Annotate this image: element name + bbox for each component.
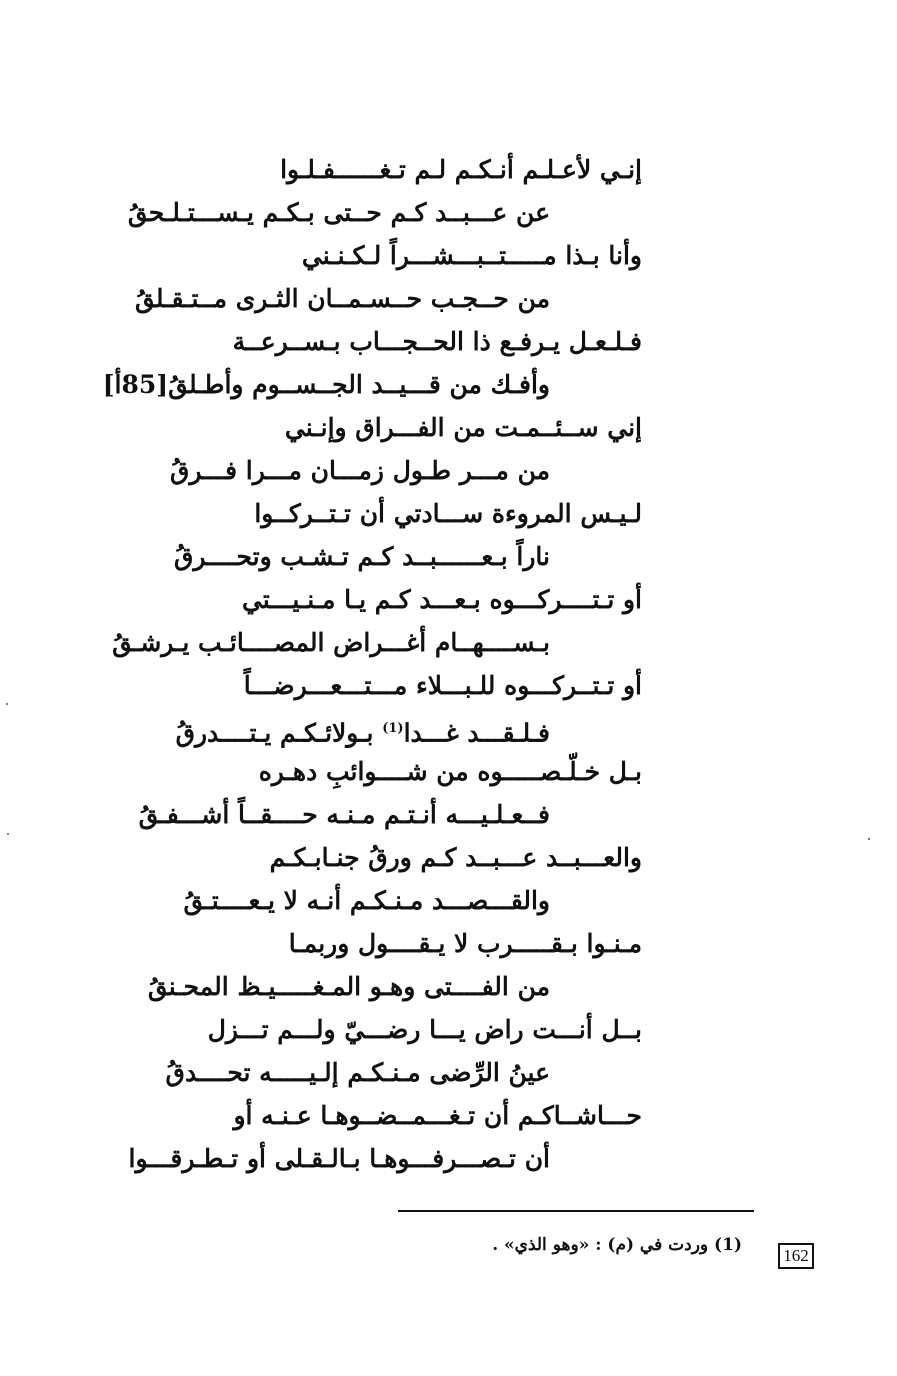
- poem-line: لـيـس المروءة ســـادتي أن تـتــركــوا: [254, 499, 642, 528]
- poem-line: أو تـتــركـــوه للـبـــلاء مـــتـــعـــرضـــاً: [243, 671, 642, 700]
- footnote-marker: (1): [382, 721, 404, 736]
- page-number: 162: [778, 1243, 814, 1269]
- footnote-divider: [398, 1210, 754, 1212]
- poem-line: إني ســئــمـت من الفـــراق وإنـني: [284, 413, 642, 442]
- poem-line: بـســــهــام أغـــراض المصــــائـب يـرشـقُ: [112, 628, 550, 657]
- poem-line: بـل خـلّـصـــــوه من شــــوائبِ دهـره: [258, 757, 642, 786]
- poem-line: من الفــــتى وهـو المـغـــــيـظ المحـنقُ: [147, 972, 550, 1001]
- poem-line: إنـي لأعـلـم أنـكـم لـم تـغــــــفـلـوا: [280, 155, 642, 184]
- poem-line: من مـــر طـول زمـــان مـــرا فـــرقُ: [169, 456, 550, 485]
- poem-line-part: فـلـقـــد غـــدا: [403, 718, 550, 748]
- poem-line: عن عـــبــد كـم حــتى بـكـم يـســـتـلـحقُ: [127, 198, 550, 227]
- poem-line: أو تـتــــركـــوه بـعـــد كـم يـا مـنـيـــتي: [241, 585, 642, 614]
- poem-line: حـــاشــاكـم أن تـغـــمــضــوهـا عـنـه أو: [233, 1101, 642, 1130]
- poem-line: فـلـعـل يـرفـع ذا الحــجـــاب بـســرعــة: [232, 327, 642, 356]
- poem-line: والعـــبــد عـــبــد كـم ورقُ جنـابـكـم: [269, 843, 642, 872]
- poem-line: من حــجـب حــسـمــان الثـرى مــتـقـلقُ: [135, 284, 550, 313]
- scan-speck: [868, 838, 870, 840]
- poem-line: والقـــصـــد مـنـكـم أنـه لا يـعــــتـقُ: [183, 886, 550, 915]
- poem-line: وأفـك من قـــيــد الجــســوم وأطـلقُ[85أ]: [102, 370, 550, 399]
- poem-line: عينُ الرِّضى مـنـكـم إلـيـــــه تحــــدقُ: [165, 1058, 550, 1087]
- footnote: (1) وردت في (م) : «وهو الذي» .: [492, 1235, 742, 1255]
- poem-line: فــعـلـيـــه أنـتـم مـنـه حــــقــاً أشـــفـقُ: [138, 800, 550, 829]
- poem-line-with-footnote: [176, 709, 550, 749]
- poem-text: [102, 150, 650, 1180]
- poem-line: ناراً بـعــــــبــد كـم تـشـب وتحــــرقُ: [174, 542, 550, 571]
- poem-line: وأنا بـذا مـــــتــبـــشـــراً لـكـنـني: [301, 241, 642, 270]
- poem-line-part: بـولائـكـم يـتــــدرقُ: [175, 718, 383, 748]
- poem-line: بــل أنـــت راض يـــا رضـــيّ ولـــم تـــزل: [207, 1015, 642, 1044]
- poem-line: أن تـصـــرفـــوهـا بـالـقـلى أو تـطـرقـــوا: [128, 1144, 550, 1173]
- scan-speck: [6, 703, 8, 705]
- poem-line: مـنـوا بـقـــــرب لا يـقــــول وربمـا: [288, 929, 642, 958]
- scan-speck: [7, 833, 9, 835]
